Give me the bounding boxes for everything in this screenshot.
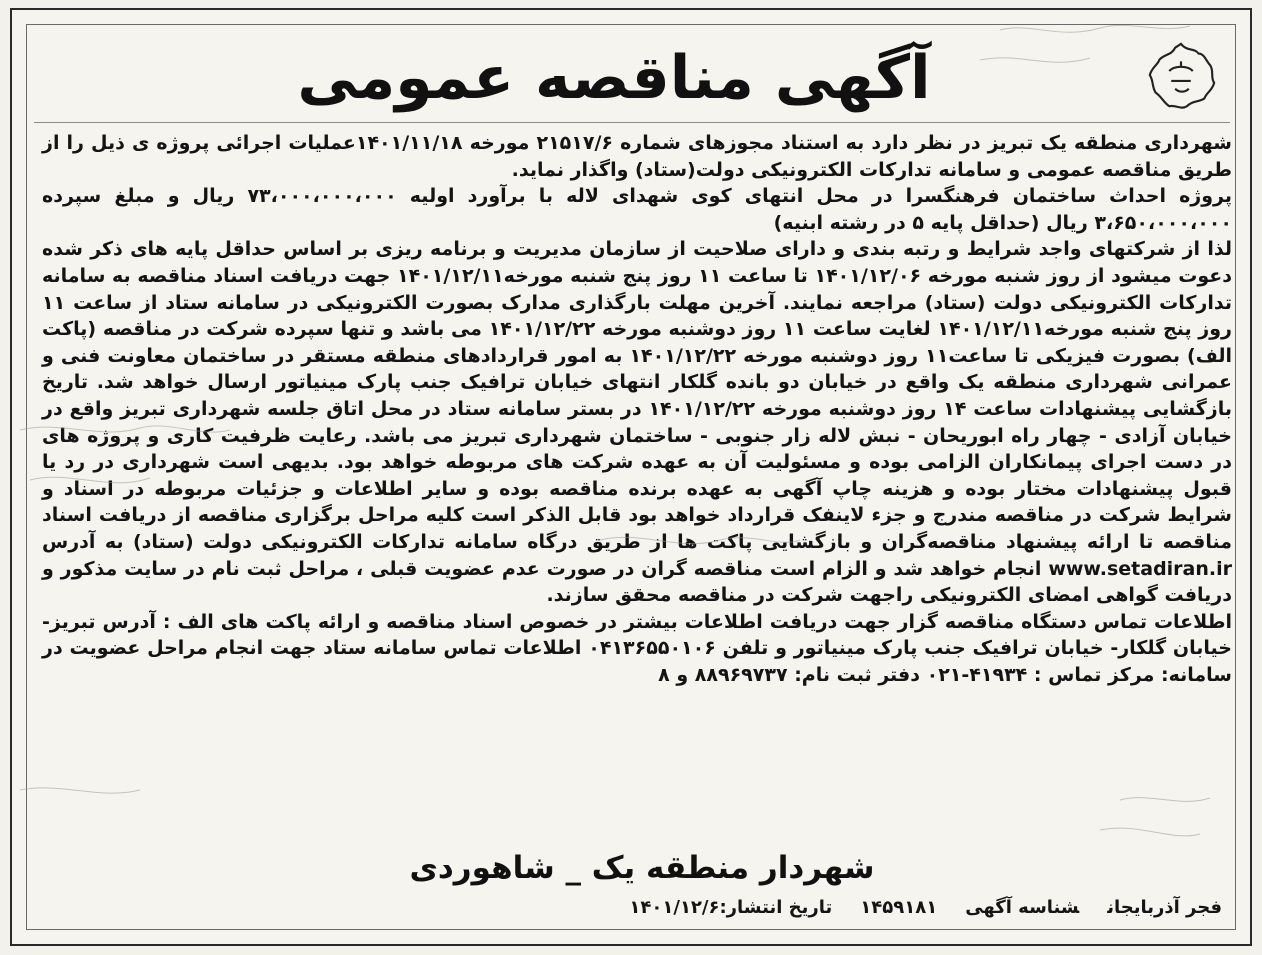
signature: شهردار منطقه یک _ شاهوردی (409, 850, 875, 886)
footer (42, 895, 1222, 921)
notice-paper (10, 8, 1252, 946)
project-paragraph: پروژه احداث ساختمان فرهنگسرا در محل انتهای کوی شهدای لاله با برآورد اولیه ۷۳،۰۰۰،۰۰۰،۰۰۰ ریال و مبلغ سپرده ۳،۶۵۰،۰۰۰،۰۰۰ ریال (حداقل پایه ۵ در رشته ابنیه) (42, 185, 1232, 234)
conditions-text: لذا از شرکتهای واجد شرایط و رتبه بندی و دارای صلاحیت از سازمان مدیریت و برنامه ریزی بر اساس حداقل پایه های ذکر شده دعوت میشود از روز شنبه مورخه ۱۴۰۱/۱۲/۰۶ تا ساعت ۱۱ روز پنج شنبه مورخه۱۴۰۱/۱۲/۱۱ جهت دریافت اسناد مناقصه به سامانه تدارکات الکترونیکی دولت (ستاد) مراجعه نمایند. آخرین مهلت بارگذاری مدارک بصورت الکترونیکی در سامانه ستاد از ساعت ۱۱ روز پنج شنبه مورخه۱۴۰۱/۱۲/۱۱ لغایت ساعت ۱۱ روز دوشنبه مورخه ۱۴۰۱/۱۲/۲۲ می باشد و تنها سپرده شرکت در مناقصه (پاکت الف) بصورت فیزیکی تا ساعت۱۱ روز دوشنبه مورخه ۱۴۰۱/۱۲/۲۲ به امور قراردادهای منطقه مستقر در ساختمان معاونت فنی و عمرانی شهرداری منطقه یک واقع در خیابان دو باند‌ه گلکار انتهای خیابان ترافیک جنب پارک مینیاتور ارسال خواهد شد. تاریخ بازگشایی پیشنهادات ساعت ۱۴ روز دوشنبه مورخه ۱۴۰۱/۱۲/۲۲ در بستر سامانه ستاد در محل اتاق جلسه شهرداری تبریز واقع در خیابان آزادی - چهار راه ابوریحان - نبش لاله زار جنوبی - ساختمان شهرداری تبریز می باشد. رعایت ظرفیت کاری و پروژه های در دست اجرای پیمانکاران الزامی بوده و مسئولیت آن به عهده شرکت های مربوطه خواهد بود. بدیهی است شهرداری در رد یا قبول پیشنهادات مختار بوده و هزینه چاپ آگهی به عهده برنده مناقصه بوده و سایر اطلاعات و جزئیات مربوطه در اسناد و شرایط شرکت در مناقصه مندرج و جزء لاینفک قرارداد خواهد بود قابل الذکر است کلیه مراحل برگزاری مناقصه از دریافت اسناد مناقصه تا ارائه پیشنهاد مناقصه‌گران و بازگشایی پاکت ها از طریق درگاه سامانه تدارکات الکترونیکی دولت (ستاد) به آدرس (42, 238, 1233, 553)
ad-id-label: شناسه آگهی (965, 897, 1080, 918)
conditions-paragraph (42, 236, 1232, 608)
municipality-logo-icon (1142, 38, 1220, 116)
intro-paragraph: شهرداری منطقه یک تبریز در نظر دارد به استناد مجوزهای شماره ۲۱۵۱۷/۶ مورخه ۱۴۰۱/۱۱/۱۸عملیات اجرائی پروژه ی ذیل را از طریق مناقصه عمومی و سامانه تدارکات الکترونیکی دولت(ستاد) واگذار نماید. (42, 132, 1232, 181)
conditions-tail: انجام خواهد شد و الزام است مناقصه گران در صورت عدم عضویت قبلی ، مراحل ثبت نام در سایت مذکور و دریافت گواهی امضای الکترونیکی راجهت شرکت در مناقصه محقق سازند. (42, 557, 1232, 607)
publisher-name: فجر آذربایجان (1107, 897, 1222, 918)
website-link[interactable]: www.setadiran.ir (1048, 557, 1233, 580)
header (34, 32, 1230, 123)
notice-title: آگهی مناقصه عمومی (297, 43, 931, 113)
ad-id: ۱۴۵۹۱۸۱ (860, 897, 938, 918)
contact-paragraph: اطلاعات تماس دستگاه مناقصه گزار جهت دریافت اطلاعات بیشتر در خصوص اسناد مناقصه و ارائه پاکت های الف : آدرس تبریز- خیابان گلکار- خیابان ترافیک جنب پارک مینیاتور و تلفن ۰۴۱۳۶۵۵۰۱۰۶ اطلاعات تماس سامانه ستاد جهت انجام مراحل عضویت در سامانه: مرکز تماس : ۴۱۹۳۴-۰۲۱ دفتر ثبت نام: ۸۸۹۶۹۷۳۷ و ۸ (42, 610, 1233, 686)
notice-body (42, 130, 1232, 688)
publish-date: تاریخ انتشار:۱۴۰۱/۱۲/۶ (629, 897, 833, 918)
